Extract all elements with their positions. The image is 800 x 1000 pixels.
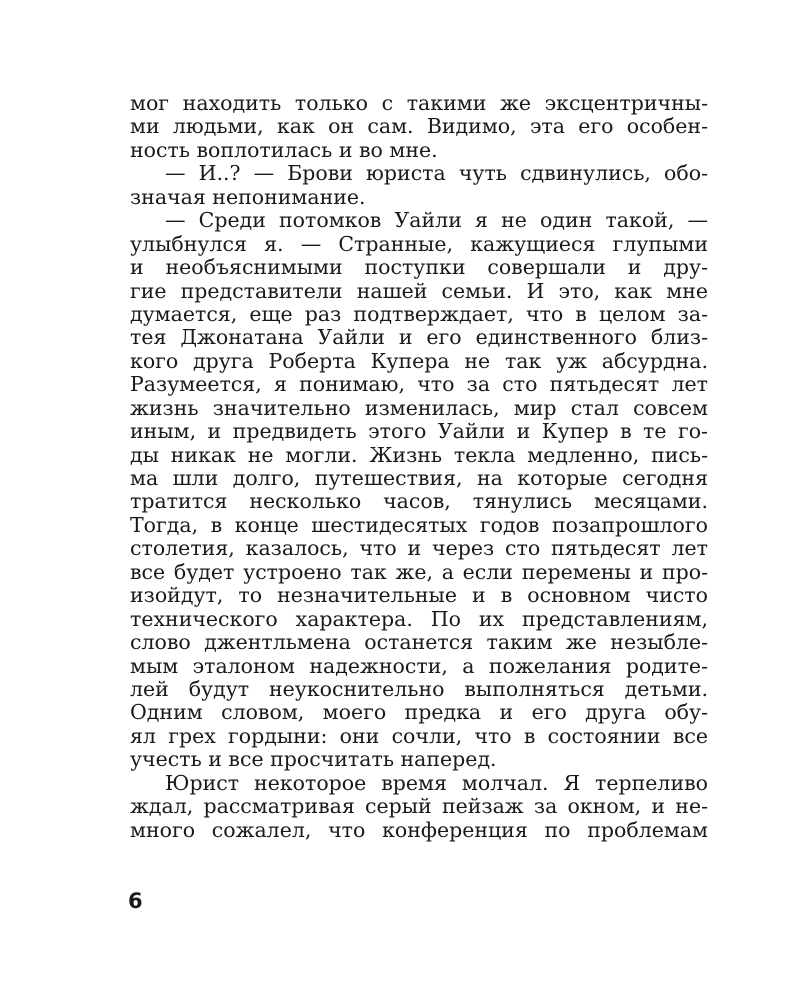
text-line: кого друга Роберта Купера не так уж абсурдна. [130, 348, 708, 373]
text-line: изойдут, то незначительные и в основном чисто [130, 583, 708, 608]
book-text-block [130, 92, 708, 842]
text-line: иным, и предвидеть этого Уайли и Купер в те го- [130, 419, 708, 444]
text-line: гие представители нашей семьи. И это, как мне [130, 278, 708, 303]
text-line: ми людьми, как он сам. Видимо, эта его особен- [130, 114, 708, 139]
text-line: мог находить только с такими же эксцентричны- [130, 91, 708, 115]
text-line: Одним словом, моего предка и его друга обу- [130, 700, 708, 725]
text-line: учесть и все просчитать наперед. [130, 747, 497, 772]
text-line: значая непонимание. [130, 184, 366, 209]
text-line: тея Джонатана Уайли и его единственного близ- [130, 325, 708, 350]
text-line: ждал, рассматривая серый пейзаж за окном, и не- [130, 794, 708, 819]
text-line: столетия, казалось, что и через сто пятьдесят лет [130, 536, 708, 561]
text-line: все будет устроено так же, а если перемены и про- [130, 559, 708, 584]
text-line: много сожалел, что конференция по проблемам [130, 817, 708, 842]
text-line: ял грех гордыни: они сочли, что в состоянии все [130, 723, 708, 748]
text-line: жизнь значительно изменилась, мир стал совсем [130, 395, 708, 420]
text-line: слово джентльмена останется таким же незыбле- [130, 630, 708, 655]
text-line: ма шли долго, путешествия, на которые сегодня [130, 466, 708, 490]
text-line: тратится несколько часов, тянулись месяцами. [130, 489, 708, 514]
page-number: 6 [128, 889, 143, 913]
text-line: лей будут неукоснительно выполняться детьми. [130, 676, 708, 701]
text-line: Разумеется, я понимаю, что за сто пятьдесят лет [130, 372, 708, 397]
text-line: ды никак не могли. Жизнь текла медленно, пись- [130, 442, 708, 467]
text-line: мым эталоном надежности, а пожелания родите- [130, 653, 708, 678]
text-line: Юрист некоторое время молчал. Я терпеливо [165, 770, 708, 795]
text-line: — И..? — Брови юриста чуть сдвинулись, обо- [165, 161, 708, 186]
text-line: думается, еще раз подтверждает, что в целом за- [130, 301, 708, 326]
text-line: Тогда, в конце шестидесятых годов позапрошлого [130, 512, 708, 537]
text-line: и необъяснимыми поступки совершали и дру- [130, 255, 708, 280]
text-line: улыбнулся я. — Странные, кажущиеся глупыми [130, 231, 708, 256]
text-line: — Среди потомков Уайли я не один такой, — [165, 208, 708, 233]
text-line: технического характера. По их представлениям, [130, 606, 708, 631]
text-line: ность воплотилась и во мне. [130, 137, 438, 162]
